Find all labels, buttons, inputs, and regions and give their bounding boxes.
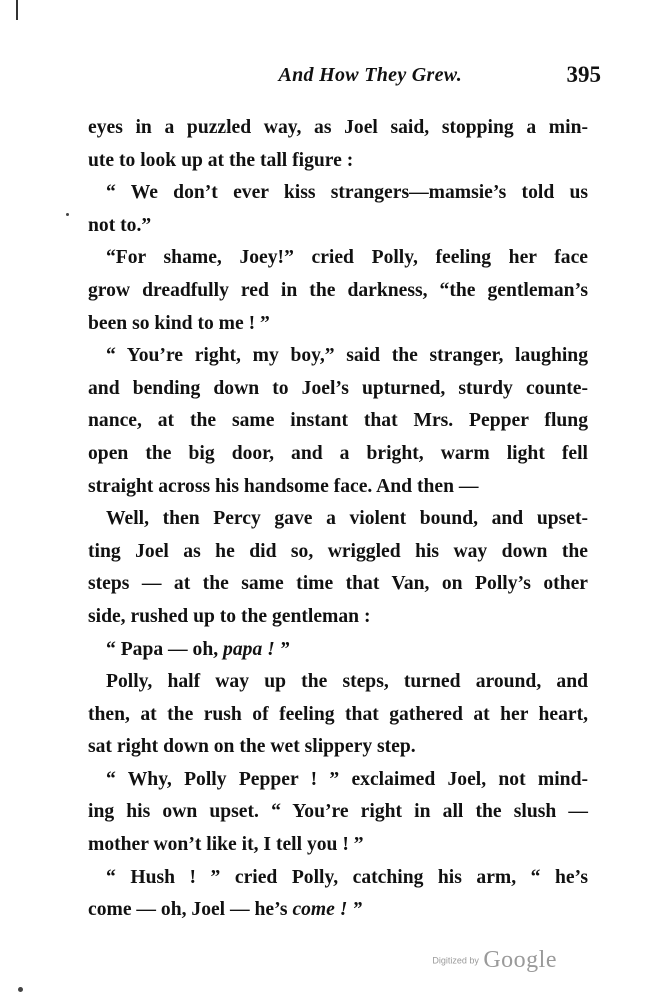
text-line: Polly, half way up the steps, turned around, and [106,671,588,693]
page-edge-mark [16,0,18,20]
text-line [88,894,588,927]
italic-segment: come ! ” [292,899,363,921]
text-line: been so kind to me ! ” [88,312,270,334]
google-logo: Google [483,947,557,973]
running-title: And How They Grew. [278,64,462,86]
text-line: mother won’t like it, I tell you ! ” [88,834,364,856]
text-line [88,634,588,667]
text-line: “ You’re right, my boy,” said the stranger, laughing [106,345,588,367]
text-line: “For shame, Joey!” cried Polly, feeling her face [106,247,588,269]
text-line: ute to look up at the tall figure : [88,149,354,171]
text-segment: come — oh, Joel — he’s [88,899,293,921]
text-line: “ Why, Polly Pepper ! ” exclaimed Joel, not mind- [106,768,588,790]
text-line: eyes in a puzzled way, as Joel said, stopping a min- [88,117,588,138]
digitized-by-label: Digitized by [432,955,479,966]
text-line: steps — at the same time that Van, on Polly’s other [88,573,588,595]
digitized-watermark [432,947,557,974]
stray-mark [18,987,23,992]
text-line: nance, at the same instant that Mrs. Pepper flung [88,410,588,432]
page-number: 395 [566,62,601,87]
page-header [0,64,667,94]
text-line: ing his own upset. “ You’re right in all the slush — [88,801,588,823]
text-line: not to.” [88,214,152,236]
text-line: straight across his handsome face. And then — [88,475,479,497]
text-line: then, at the rush of feeling that gathered at her heart, [88,703,588,725]
body-text [88,112,588,927]
text-line: ting Joel as he did so, wriggled his way down the [88,540,588,562]
stray-mark [66,213,69,216]
text-line: grow dreadfully red in the darkness, “the gentleman’s [88,279,588,301]
text-line: “ Hush ! ” cried Polly, catching his arm, “ he’s [106,866,588,888]
italic-segment: papa ! ” [223,638,290,660]
text-line: and bending down to Joel’s upturned, sturdy counte- [88,377,588,399]
text-line: Well, then Percy gave a violent bound, and upset- [106,508,588,530]
text-line: sat right down on the wet slippery step. [88,736,416,758]
text-line: open the big door, and a bright, warm light fell [88,442,588,464]
text-line: side, rushed up to the gentleman : [88,605,371,627]
text-segment: “ Papa — oh, [106,638,224,660]
text-line: “ We don’t ever kiss strangers—mamsie’s told us [106,182,588,204]
